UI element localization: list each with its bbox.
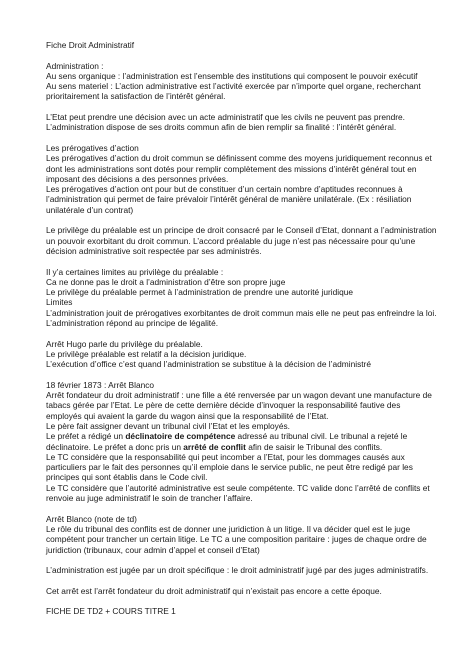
prefet-text-d: afin de saisir le Tribunal des conflits. xyxy=(245,441,383,452)
privilege-preable-paragraph: Le privilège du préalable est un principe de droit consacré par le Conseil d’Etat, donnant a l’administration un pouvoir exorbitant du droit commun. L’accord préalable du juge n’est pas nécessaire pour qu’une décision administrative soit respectée par ses administrés. xyxy=(46,225,437,256)
limites-intro: Il y’a certaines limites au privilège du préalable : xyxy=(46,266,224,277)
arret-blanco-heading: 18 février 1873 : Arrêt Blanco xyxy=(46,379,155,390)
prerogatives-paragraph-2: Les prérogatives d’action ont pour but de constituer d’un certain nombre d’aptitudes reconnues à l’administration qui permet de faire prévaloir l’intérêt général de manière unilatérale. (Ex : résiliation unilatérale d’un contrat) xyxy=(46,184,412,215)
document-page xyxy=(46,40,438,617)
blanco-note-heading: Arrêt Blanco (note de td) xyxy=(46,513,137,524)
etat-line-1: L’Etat peut prendre une décision avec un acte administratif que les civils ne peuvent pas prendre. xyxy=(46,112,406,123)
footer-title: FICHE DE TD2 + COURS TITRE 1 xyxy=(46,606,176,617)
arret-hugo-line-3: L’exécution d’office c’est quand l’administration se substitue à la décision de l’administré xyxy=(46,359,371,370)
limites-line-4: L’administration jouit de prérogatives exorbitantes de droit commun mais elle ne peut pas enfreindre la loi. L’administration répond au principe de légalité. xyxy=(46,307,437,329)
declinatoire-bold: déclinatoire de compétence xyxy=(125,431,236,442)
document-title: Fiche Droit Administratif xyxy=(46,40,135,50)
prerogatives-paragraph-1: Les prérogatives d’action du droit commun se définissent comme des moyens juridiquement reconnus et dont les administrations sont dotés pour remplir complètement des missions d’intérêt général tout en imposant des décisions a des personnes privées. xyxy=(46,153,432,184)
arret-hugo-line-2: Le privilège préalable est relatif a la décision juridique. xyxy=(46,348,247,359)
administration-heading: Administration : xyxy=(46,60,104,71)
arret-blanco-paragraph-1: Arrêt fondateur du droit administratif : une fille a été renversée par un wagon devant une manufacture de tabacs gérée par l’Etat. Le père de cette dernière décide d’invoquer la responsabilité fautive des employés qui avaient la garde du wagon ainsi que la responsabilité de l’Etat. xyxy=(46,390,432,421)
limites-line-1: Ca ne donne pas le droit a l’administration d’être son propre juge xyxy=(46,276,286,287)
prerogatives-heading: Les prérogatives d’action xyxy=(46,142,139,153)
arret-blanco-paragraph-2: Le père fait assigner devant un tribunal civil l’Etat et les employés. xyxy=(46,420,290,431)
arret-blanco-paragraph-5: Le TC considère que l’autorité administrative est seule compétente. TC valide donc l’arrêté de conflits et renvoie au juge administratif le soin de trancher l’affaire. xyxy=(46,482,430,504)
arret-blanco-paragraph-3 xyxy=(46,431,438,452)
blanco-note-paragraph: Le rôle du tribunal des conflits est de donner une juridiction à un litige. Il va décider quel est le juge compétent pour trancher un certain litige. Le TC a une composition paritaire : juges de chaque ordre de juridiction (tribunaux, cour admin d’appel et conseil d’Etat) xyxy=(46,523,427,555)
prefet-text-c: adressé au tribunal civil. Le tribunal a rejeté le déclinatoire. Le préfet a donc pris un xyxy=(46,431,408,452)
prefet-text-a: Le préfet a rédigé un xyxy=(46,431,126,442)
etat-line-2: L’administration dispose de ses droits commun afin de bien remplir sa finalité : l’intérêt général. xyxy=(46,122,397,133)
arret-hugo-line-1: Arrêt Hugo parle du privilège du préalable. xyxy=(46,338,203,349)
limites-line-3: Limites xyxy=(46,297,73,308)
administration-jugee-text: L’administration est jugée par un droit spécifique : le droit administratif jugé par des juges administratifs. xyxy=(46,565,429,576)
sens-organique-text: Au sens organique : l’administration est l’ensemble des institutions qui composent le pouvoir exécutif xyxy=(46,70,418,81)
sens-materiel-text: Au sens materiel : L’action administrative est l’activité exercée par n’importe quel organe, recherchant prioritairement la satisfaction de l’intérêt général. xyxy=(46,81,421,102)
arret-fondateur-text: Cet arrêt est l’arrêt fondateur du droit administratif qui n’existait pas encore a cette époque. xyxy=(46,585,382,596)
limites-line-2: Le privilège du préalable permet à l’administration de prendre une autorité juridique xyxy=(46,287,354,298)
arret-blanco-paragraph-4: Le TC considère que la responsabilité qui peut incomber a l’Etat, pour les dommages causés aux particuliers par le fait des personnes qu’il emploie dans le service public, ne peut être redigé par les principes qui sont établis dans le Code civil. xyxy=(46,451,413,483)
arrete-conflit-bold: arrêté de conflit xyxy=(183,441,246,452)
